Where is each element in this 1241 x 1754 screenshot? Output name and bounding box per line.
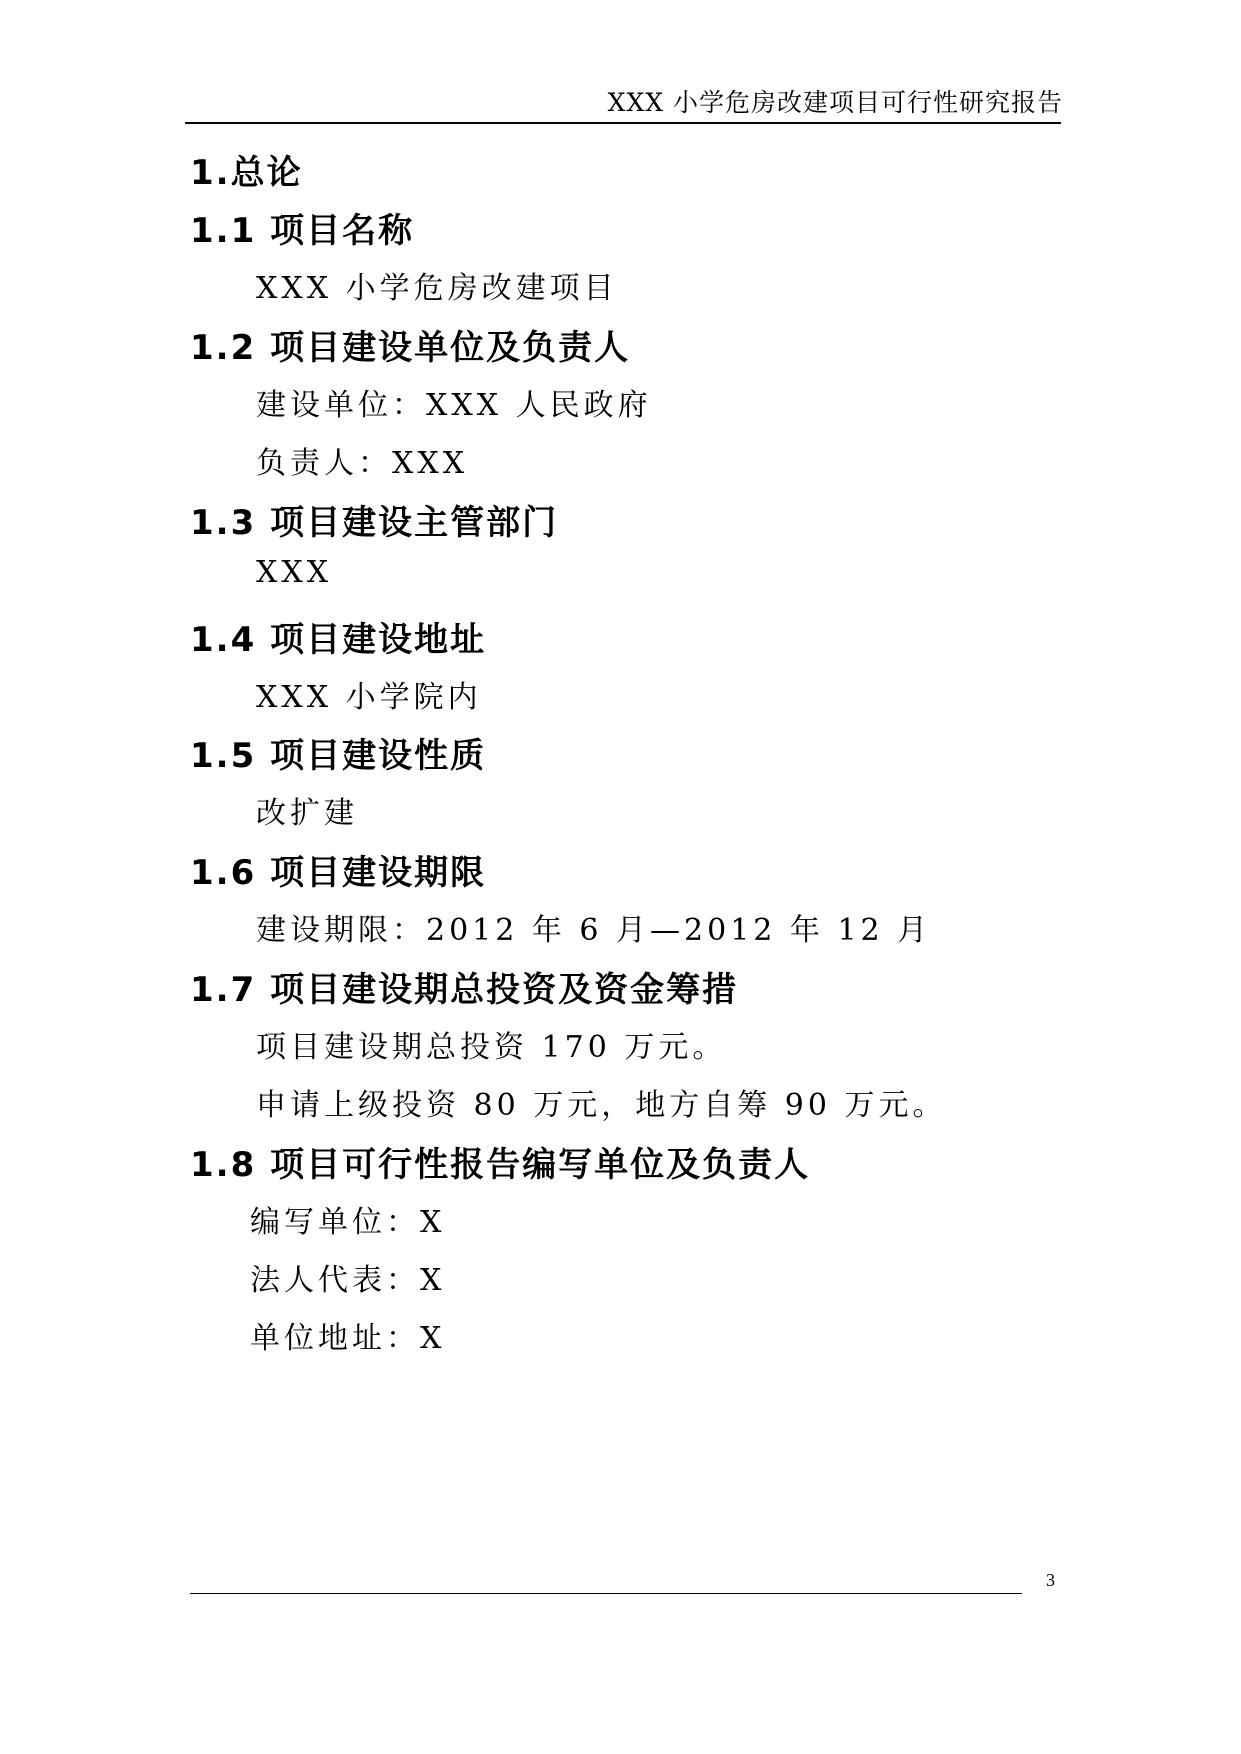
site-address-text: XXX 小学院内 bbox=[256, 680, 482, 715]
responsible-person-text: 负责人：XXX bbox=[256, 446, 469, 481]
section-heading-1-6: 1.6 项目建设期限 bbox=[190, 853, 487, 893]
legal-representative-text: 法人代表：X bbox=[250, 1263, 446, 1298]
section-heading-1-7: 1.7 项目建设期总投资及资金筹措 bbox=[190, 970, 739, 1010]
construction-unit-text: 建设单位：XXX 人民政府 bbox=[256, 388, 652, 423]
construction-nature-text: 改扩建 bbox=[256, 796, 358, 831]
page-number: 3 bbox=[1046, 1570, 1055, 1590]
section-heading-1: 1.总论 bbox=[190, 153, 303, 193]
unit-address-text: 单位地址：X bbox=[250, 1321, 446, 1356]
authority-text: XXX bbox=[256, 555, 333, 590]
header-divider bbox=[185, 122, 1061, 124]
footer-divider bbox=[190, 1593, 1022, 1594]
funding-source-text: 申请上级投资 80 万元，地方自筹 90 万元。 bbox=[256, 1088, 947, 1123]
section-heading-1-1: 1.1 项目名称 bbox=[190, 211, 415, 251]
writing-unit-text: 编写单位：X bbox=[250, 1205, 446, 1240]
section-heading-1-2: 1.2 项目建设单位及负责人 bbox=[190, 328, 631, 368]
section-heading-1-8: 1.8 项目可行性报告编写单位及负责人 bbox=[190, 1145, 811, 1185]
project-name-text: XXX 小学危房改建项目 bbox=[256, 271, 618, 306]
construction-period-text: 建设期限：2012 年 6 月—2012 年 12 月 bbox=[256, 913, 932, 948]
section-heading-1-4: 1.4 项目建设地址 bbox=[190, 620, 487, 660]
section-heading-1-3: 1.3 项目建设主管部门 bbox=[190, 503, 559, 543]
total-investment-text: 项目建设期总投资 170 万元。 bbox=[256, 1030, 727, 1065]
section-heading-1-5: 1.5 项目建设性质 bbox=[190, 736, 487, 776]
running-header: XXX 小学危房改建项目可行性研究报告 bbox=[607, 88, 1063, 117]
